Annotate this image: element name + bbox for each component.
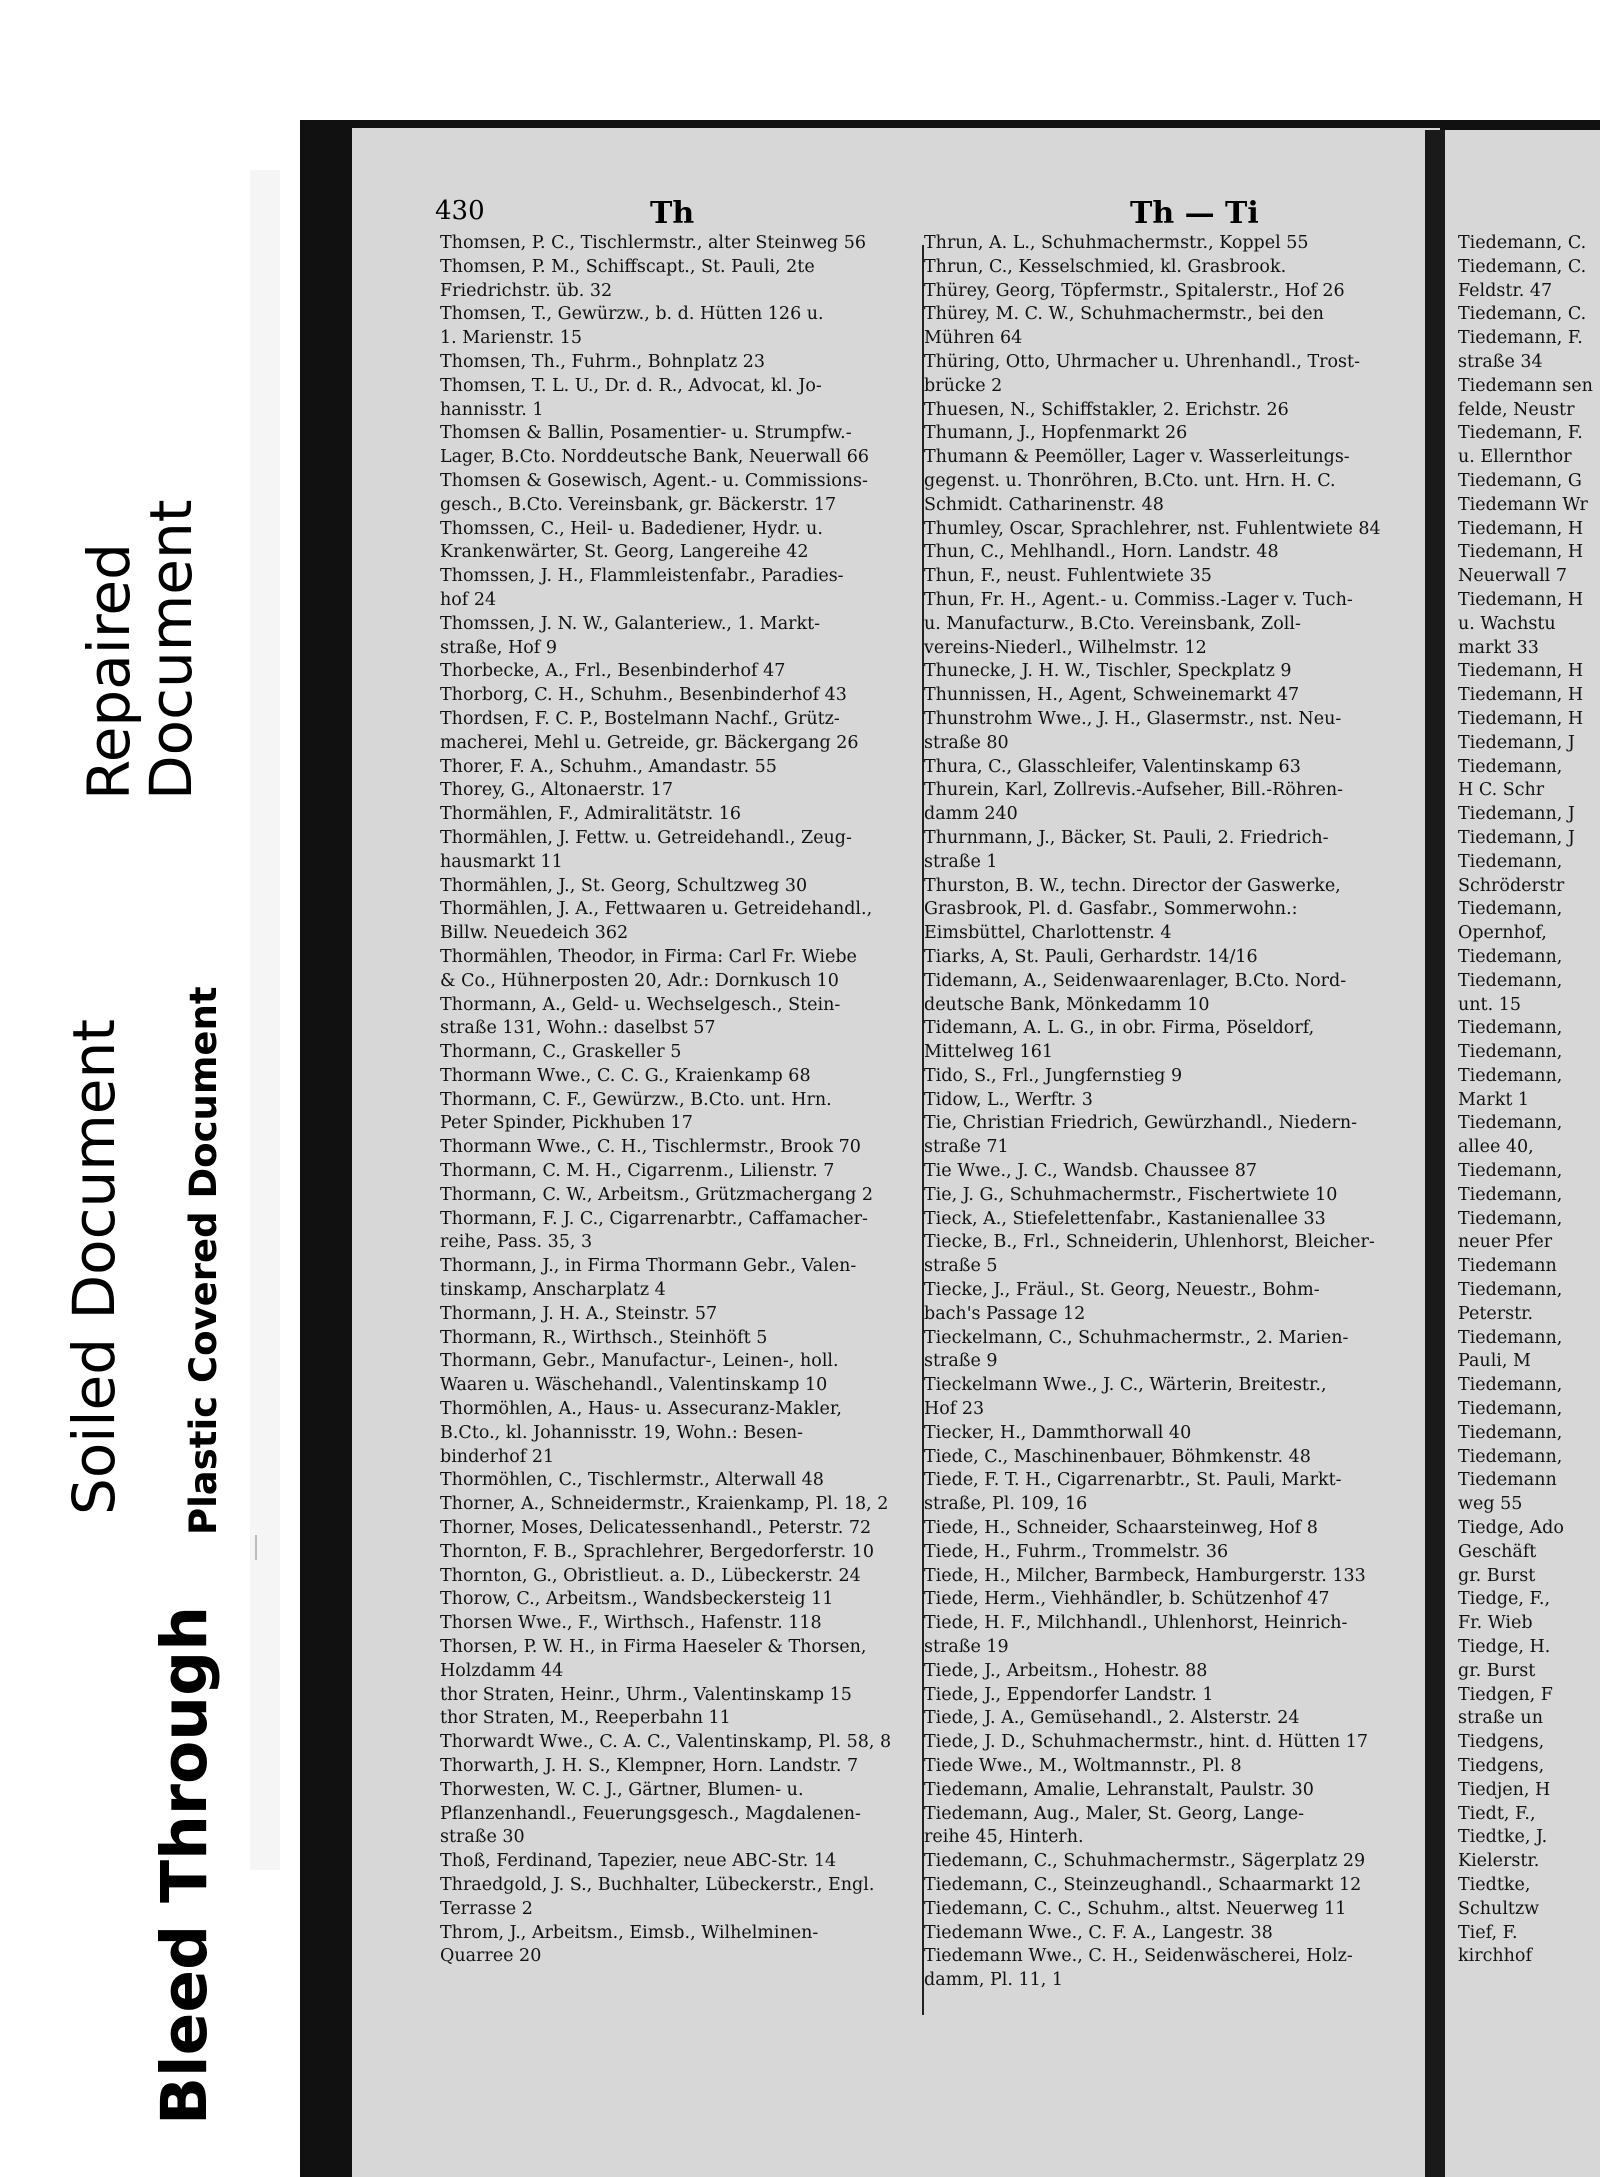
- directory-entry-line: Pauli, M: [1458, 1351, 1531, 1372]
- directory-entry-line: Thordsen, F. C. P., Bostelmann Nachf., Grütz-: [440, 708, 840, 729]
- directory-entry-line: bach's Passage 12: [924, 1303, 1086, 1324]
- directory-entry-line: Tiedemann,: [1458, 1018, 1563, 1039]
- directory-entry-line: Tiedemann Wwe., C. F. A., Langestr. 38: [924, 1922, 1273, 1943]
- directory-entry-line: Tiedemann, Aug., Maler, St. Georg, Lange-: [924, 1803, 1305, 1824]
- directory-entry-line: Tiedemann,: [1458, 1280, 1563, 1301]
- directory-entry-line: Thomsen, T. L. U., Dr. d. R., Advocat, kl. Jo-: [440, 375, 822, 396]
- directory-entry-line: Tiedemann, H: [1458, 518, 1584, 539]
- directory-entry-line: Thomsen, P. C., Tischlermstr., alter Steinweg 56: [440, 233, 866, 253]
- directory-entry-line: Tiedemann, J: [1458, 827, 1575, 848]
- directory-entry-line: Grasbrook, Pl. d. Gasfabr., Sommerwohn.:: [924, 899, 1298, 920]
- directory-entry-line: Thurston, B. W., techn. Director der Gaswerke,: [924, 875, 1341, 896]
- directory-entry-line: Thormann, A., Geld- u. Wechselgesch., Stein-: [440, 994, 841, 1015]
- directory-entry-line: Thorwesten, W. C. J., Gärtner, Blumen- u.: [440, 1779, 804, 1800]
- directory-entry-line: Tiede, H., Milcher, Barmbeck, Hamburgerstr. 133: [924, 1565, 1366, 1586]
- directory-entry-line: Tido, S., Frl., Jungfernstieg 9: [924, 1065, 1183, 1086]
- directory-entry-line: Schröderstr: [1458, 875, 1565, 896]
- directory-entry-line: Friedrichstr. üb. 32: [440, 280, 613, 301]
- directory-entry-line: binderhof 21: [440, 1446, 555, 1467]
- page-number: 430: [435, 196, 485, 226]
- directory-entry-line: Thornton, F. B., Sprachlehrer, Bergedorferstr. 10: [440, 1541, 875, 1562]
- directory-entry-line: weg 55: [1458, 1494, 1523, 1515]
- directory-entry-line: Holzdamm 44: [440, 1660, 564, 1681]
- directory-entry-line: Tiecke, J., Fräul., St. Georg, Neuestr., Bohm-: [924, 1280, 1320, 1301]
- directory-entry-line: straße, Pl. 109, 16: [924, 1494, 1088, 1515]
- directory-entry-line: Tieck, A., Stiefelettenfabr., Kastanienallee 33: [924, 1208, 1326, 1229]
- soiled-document-label: Soiled Document: [60, 1019, 128, 1515]
- directory-entry-line: Tiedemann, J: [1458, 732, 1575, 753]
- directory-entry-line: straße 9: [924, 1351, 998, 1372]
- directory-entry-line: Thormöhlen, A., Haus- u. Assecuranz-Makler,: [440, 1399, 842, 1420]
- directory-entry-line: Mühren 64: [924, 328, 1023, 349]
- directory-entry-line: Tiedemann, C.: [1458, 304, 1587, 325]
- directory-column-1: [440, 232, 918, 1969]
- directory-entry-line: gesch., B.Cto. Vereinsbank, gr. Bäckerstr. 17: [440, 494, 837, 515]
- directory-entry-line: Tie Wwe., J. C., Wandsb. Chaussee 87: [924, 1161, 1257, 1182]
- directory-entry-line: B.Cto., kl. Johannisstr. 19, Wohn.: Besen-: [440, 1422, 804, 1443]
- directory-entry-line: Tiedemann, C.: [1458, 233, 1587, 253]
- light-band: [250, 170, 280, 1870]
- directory-entry-line: Thrun, C., Kesselschmied, kl. Grasbrook.: [924, 256, 1287, 277]
- directory-entry-line: Peter Spinder, Pickhuben 17: [440, 1113, 693, 1134]
- directory-entry-line: Quarree 20: [440, 1946, 542, 1967]
- directory-entry-line: Tiede, F. T. H., Cigarrenarbtr., St. Pauli, Markt-: [924, 1470, 1342, 1491]
- directory-entry-line: Thomssen, C., Heil- u. Badediener, Hydr. u.: [440, 518, 823, 539]
- directory-entry-line: deutsche Bank, Mönkedamm 10: [924, 994, 1210, 1015]
- directory-entry-line: Thomssen, J. H., Flammleistenfabr., Paradies-: [440, 566, 844, 587]
- directory-entry-line: Thorwardt Wwe., C. A. C., Valentinskamp, Pl. 58, 8: [440, 1732, 892, 1753]
- directory-entry-line: Tief, F.: [1458, 1922, 1518, 1943]
- document-label-text: Document: [137, 499, 205, 800]
- directory-entry-line: Thormann, J. H. A., Steinstr. 57: [440, 1303, 718, 1324]
- directory-entry-line: Tiedgens,: [1458, 1756, 1545, 1776]
- directory-entry-line: Tiedemann Wr: [1458, 494, 1588, 515]
- header-right: Th — Ti: [1130, 196, 1259, 231]
- directory-entry-line: Feldstr. 47: [1458, 280, 1553, 301]
- directory-entry-line: straße 19: [924, 1637, 1009, 1658]
- directory-entry-line: Tidemann, A. L. G., in obr. Firma, Pöseldorf,: [924, 1018, 1315, 1039]
- directory-entry-line: Thorow, C., Arbeitsm., Wandsbeckersteig 11: [440, 1589, 834, 1610]
- directory-entry-line: Tiedemann,: [1458, 851, 1563, 872]
- directory-entry-line: Tiedtke, J.: [1458, 1827, 1548, 1848]
- directory-entry-line: Tiedemann, F.: [1458, 328, 1583, 349]
- directory-entry-line: Tidemann, A., Seidenwaarenlager, B.Cto. Nord-: [924, 970, 1347, 991]
- directory-entry-line: Thormählen, Theodor, in Firma: Carl Fr. Wiebe: [440, 946, 857, 967]
- directory-entry-line: Tiedemann, C., Steinzeughandl., Schaarmarkt 12: [924, 1874, 1362, 1895]
- directory-entry-line: Tiedemann,: [1458, 1113, 1563, 1134]
- directory-entry-line: u. Ellernthor: [1458, 447, 1572, 468]
- directory-entry-line: Thomssen, J. N. W., Galanteriew., 1. Markt-: [440, 613, 821, 634]
- directory-entry-line: Tiede, H., Fuhrm., Trommelstr. 36: [924, 1541, 1229, 1562]
- directory-entry-line: Thunstrohm Wwe., J. H., Glasermstr., nst. Neu-: [924, 708, 1342, 729]
- directory-entry-line: Tiedjen, H: [1458, 1779, 1551, 1800]
- directory-entry-line: Tiedemann, H: [1458, 661, 1584, 682]
- directory-entry-line: Thumley, Oscar, Sprachlehrer, nst. Fuhlentwiete 84: [924, 518, 1381, 539]
- directory-entry-line: Tiedemann,: [1458, 1161, 1563, 1182]
- directory-entry-line: Tieckelmann Wwe., J. C., Wärterin, Breitestr.,: [924, 1375, 1327, 1396]
- directory-entry-line: Thuesen, N., Schiffstakler, 2. Erichstr. 26: [924, 399, 1289, 420]
- directory-entry-line: Thraedgold, J. S., Buchhalter, Lübeckerstr., Engl.: [440, 1874, 875, 1895]
- directory-entry-line: Tiecker, H., Dammthorwall 40: [924, 1422, 1192, 1443]
- directory-entry-line: H C. Schr: [1458, 780, 1545, 801]
- directory-entry-line: Waaren u. Wäschehandl., Valentinskamp 10: [440, 1375, 828, 1396]
- directory-entry-line: Billw. Neuedeich 362: [440, 923, 629, 944]
- directory-entry-line: neuer Pfer: [1458, 1232, 1553, 1253]
- directory-entry-line: reihe, Pass. 35, 3: [440, 1232, 593, 1253]
- directory-entry-line: Thumann, J., Hopfenmarkt 26: [924, 423, 1188, 444]
- directory-entry-line: gr. Burst: [1458, 1660, 1536, 1681]
- directory-entry-line: Eimsbüttel, Charlottenstr. 4: [924, 923, 1172, 944]
- directory-entry-line: Tieckelmann, C., Schuhmachermstr., 2. Marien-: [924, 1327, 1349, 1348]
- directory-entry-line: Tiede, J., Eppendorfer Landstr. 1: [924, 1684, 1214, 1705]
- directory-entry-line: Thoß, Ferdinand, Tapezier, neue ABC-Str. 14: [440, 1851, 837, 1872]
- directory-entry-line: Thunnissen, H., Agent, Schweinemarkt 47: [924, 685, 1300, 706]
- directory-entry-line: Tiedgen, F: [1458, 1684, 1553, 1705]
- directory-entry-line: macherei, Mehl u. Getreide, gr. Bäckergang 26: [440, 732, 859, 753]
- directory-entry-line: Thormann, C. W., Arbeitsm., Grützmachergang 2: [440, 1184, 873, 1205]
- directory-entry-line: thor Straten, M., Reeperbahn 11: [440, 1708, 731, 1729]
- directory-entry-line: Tiedemann, Amalie, Lehranstalt, Paulstr. 30: [924, 1779, 1314, 1800]
- directory-entry-line: Peterstr.: [1458, 1303, 1534, 1324]
- directory-entry-line: straße un: [1458, 1708, 1543, 1729]
- directory-entry-line: hannisstr. 1: [440, 399, 544, 420]
- directory-entry-line: hof 24: [440, 589, 497, 610]
- directory-entry-line: Thormann, C. M. H., Cigarrenm., Lilienstr. 7: [440, 1161, 835, 1182]
- directory-entry-line: Tiedemann, C., Schuhmachermstr., Sägerplatz 29: [924, 1851, 1366, 1872]
- directory-entry-line: Thornton, G., Obristlieut. a. D., Lübeckerstr. 24: [440, 1565, 861, 1586]
- directory-entry-line: Thormann, J., in Firma Thormann Gebr., Valen-: [440, 1256, 857, 1277]
- book-gutter: [1425, 130, 1447, 2177]
- directory-entry-line: Thorner, Moses, Delicatessenhandl., Peterstr. 72: [440, 1518, 872, 1539]
- directory-entry-line: brücke 2: [924, 375, 1003, 396]
- directory-entry-line: straße 131, Wohn.: daselbst 57: [440, 1018, 716, 1039]
- directory-entry-line: Tiedemann Wwe., C. H., Seidenwäscherei, Holz-: [924, 1946, 1353, 1967]
- directory-entry-line: 1. Marienstr. 15: [440, 328, 583, 349]
- directory-entry-line: Thorwarth, J. H. S., Klempner, Horn. Landstr. 7: [440, 1756, 859, 1776]
- directory-entry-line: Thorner, A., Schneidermstr., Kraienkamp, Pl. 18, 2: [440, 1494, 889, 1515]
- directory-entry-line: Lager, B.Cto. Norddeutsche Bank, Neuerwall 66: [440, 447, 870, 468]
- directory-entry-line: Tiedemann, F.: [1458, 423, 1583, 444]
- directory-entry-line: Thormählen, F., Admiralitätstr. 16: [440, 804, 741, 825]
- directory-entry-line: Thomsen, P. M., Schiffscapt., St. Pauli, 2te: [440, 256, 815, 277]
- directory-entry-line: Thomsen, T., Gewürzw., b. d. Hütten 126 u.: [440, 304, 824, 325]
- directory-entry-line: felde, Neustr: [1458, 399, 1575, 420]
- directory-entry-line: Tiedemann,: [1458, 1422, 1563, 1443]
- directory-entry-line: Tiedemann, H: [1458, 589, 1584, 610]
- directory-entry-line: kirchhof: [1458, 1946, 1532, 1967]
- directory-entry-line: Tiedemann, H: [1458, 542, 1584, 563]
- directory-entry-line: unt. 15: [1458, 994, 1521, 1015]
- directory-entry-line: Krankenwärter, St. Georg, Langereihe 42: [440, 542, 809, 563]
- directory-entry-line: Tiedemann, C. C., Schuhm., altst. Neuerweg 11: [924, 1898, 1347, 1919]
- directory-entry-line: Thurnmann, J., Bäcker, St. Pauli, 2. Friedrich-: [924, 827, 1329, 848]
- directory-entry-line: Thun, C., Mehlhandl., Horn. Landstr. 48: [924, 542, 1279, 563]
- directory-entry-line: Thunecke, J. H. W., Tischler, Speckplatz 9: [924, 661, 1292, 682]
- directory-entry-line: Tiedtke,: [1458, 1874, 1531, 1895]
- directory-column-3: [1458, 232, 1600, 1969]
- directory-entry-line: markt 33: [1458, 637, 1539, 658]
- directory-entry-line: gegenst. u. Thonröhren, B.Cto. unt. Hrn. H. C.: [924, 470, 1336, 491]
- directory-entry-line: Thormann, Gebr., Manufactur-, Leinen-, holl.: [440, 1351, 839, 1372]
- directory-entry-line: reihe 45, Hinterh.: [924, 1827, 1084, 1848]
- bleed-through-label: Bleed Through: [148, 1605, 221, 2125]
- directory-entry-line: Thorsen, P. W. H., in Firma Haeseler & Thorsen,: [440, 1637, 867, 1658]
- directory-entry-line: Tiedemann,: [1458, 1446, 1563, 1467]
- directory-entry-line: Thorborg, C. H., Schuhm., Besenbinderhof 43: [440, 685, 847, 706]
- directory-entry-line: Tiedemann sen: [1458, 375, 1593, 396]
- directory-entry-line: Thormöhlen, C., Tischlermstr., Alterwall 48: [440, 1470, 824, 1491]
- directory-entry-line: Opernhof,: [1458, 923, 1547, 944]
- directory-entry-line: Tidow, L., Werftr. 3: [924, 1089, 1093, 1110]
- directory-entry-line: Fr. Wieb: [1458, 1613, 1533, 1634]
- directory-entry-line: Tiedemann, G: [1458, 470, 1582, 491]
- directory-entry-line: Tiedemann,: [1458, 1327, 1563, 1348]
- directory-entry-line: Markt 1: [1458, 1089, 1530, 1110]
- directory-entry-line: straße 80: [924, 732, 1009, 753]
- plastic-covered-label: Plastic Covered Document: [182, 986, 225, 1535]
- directory-entry-line: Tiedge, F.,: [1458, 1589, 1551, 1610]
- directory-entry-line: Tiedemann,: [1458, 1042, 1563, 1063]
- directory-entry-line: Tiede, J., Arbeitsm., Hohestr. 88: [924, 1660, 1208, 1681]
- directory-entry-line: Tiedemann, H: [1458, 685, 1584, 706]
- directory-entry-line: Thormann Wwe., C. C. G., Kraienkamp 68: [440, 1065, 811, 1086]
- directory-entry-line: Neuerwall 7: [1458, 566, 1567, 587]
- directory-entry-line: Thormann, F. J. C., Cigarrenarbtr., Caffamacher-: [440, 1208, 868, 1229]
- directory-entry-line: straße, Hof 9: [440, 637, 557, 658]
- directory-entry-line: Tiedemann, C.: [1458, 256, 1587, 277]
- directory-entry-line: Tiedt, F.,: [1458, 1803, 1536, 1824]
- directory-entry-line: Tie, J. G., Schuhmachermstr., Fischertwiete 10: [924, 1184, 1338, 1205]
- directory-entry-line: straße 34: [1458, 351, 1543, 372]
- directory-entry-line: & Co., Hühnerposten 20, Adr.: Dornkusch 10: [440, 970, 839, 991]
- directory-entry-line: Tiedemann,: [1458, 756, 1563, 777]
- directory-entry-line: Thormann, C., Graskeller 5: [440, 1042, 682, 1063]
- directory-entry-line: Tiedemann,: [1458, 899, 1563, 920]
- repaired-document-label: [75, 499, 205, 800]
- directory-entry-line: u. Wachstu: [1458, 613, 1556, 634]
- directory-entry-line: Thorbecke, A., Frl., Besenbinderhof 47: [440, 661, 786, 682]
- directory-entry-line: Tiedemann: [1458, 1256, 1557, 1277]
- directory-entry-line: Thumann & Peemöller, Lager v. Wasserleitungs-: [924, 447, 1350, 468]
- directory-entry-line: thor Straten, Heinr., Uhrm., Valentinskamp 15: [440, 1684, 852, 1705]
- directory-entry-line: Schultzw: [1458, 1898, 1540, 1919]
- directory-entry-line: damm, Pl. 11, 1: [924, 1970, 1063, 1991]
- directory-entry-line: Thurein, Karl, Zollrevis.-Aufseher, Bill.-Röhren-: [924, 780, 1344, 801]
- directory-entry-line: Tiedemann,: [1458, 1375, 1563, 1396]
- directory-entry-line: Tiede, J. A., Gemüsehandl., 2. Alsterstr. 24: [924, 1708, 1300, 1729]
- directory-entry-line: Tiede, H. F., Milchhandl., Uhlenhorst, Heinrich-: [924, 1613, 1348, 1634]
- directory-entry-line: Tiedemann,: [1458, 970, 1563, 991]
- directory-entry-line: Thura, C., Glasschleifer, Valentinskamp 63: [924, 756, 1301, 777]
- directory-entry-line: hausmarkt 11: [440, 851, 563, 872]
- directory-entry-line: Thormann, C. F., Gewürzw., B.Cto. unt. Hrn.: [440, 1089, 832, 1110]
- directory-entry-line: Tiedemann,: [1458, 1184, 1563, 1205]
- directory-entry-line: Tiede Wwe., M., Woltmannstr., Pl. 8: [924, 1756, 1242, 1776]
- directory-entry-line: Thormählen, J. Fettw. u. Getreidehandl., Zeug-: [440, 827, 852, 848]
- directory-entry-line: straße 5: [924, 1256, 998, 1277]
- directory-entry-line: Tiede, J. D., Schuhmachermstr., hint. d. Hütten 17: [924, 1732, 1369, 1753]
- label-separator: [255, 1535, 257, 1560]
- directory-entry-line: Thorsen Wwe., F., Wirthsch., Hafenstr. 118: [440, 1613, 822, 1634]
- directory-entry-line: Hof 23: [924, 1399, 985, 1420]
- header-left: Th: [650, 196, 695, 231]
- directory-entry-line: Thormann Wwe., C. H., Tischlermstr., Brook 70: [440, 1137, 861, 1158]
- directory-entry-line: Tiede, C., Maschinenbauer, Böhmkenstr. 48: [924, 1446, 1311, 1467]
- directory-entry-line: Tiedemann, H: [1458, 708, 1584, 729]
- directory-entry-line: vereins-Niederl., Wilhelmstr. 12: [924, 637, 1207, 658]
- directory-entry-line: Thürey, Georg, Töpfermstr., Spitalerstr., Hof 26: [924, 280, 1345, 301]
- directory-entry-line: Tiede, H., Schneider, Schaarsteinweg, Hof 8: [924, 1518, 1318, 1539]
- directory-entry-line: Tiedgens,: [1458, 1732, 1545, 1753]
- directory-entry-line: Kielerstr.: [1458, 1851, 1540, 1872]
- directory-entry-line: Tie, Christian Friedrich, Gewürzhandl., Niedern-: [924, 1113, 1358, 1134]
- side-label-strip: [0, 0, 290, 2177]
- directory-entry-line: Thomsen & Ballin, Posamentier- u. Strumpfw.-: [440, 423, 852, 444]
- directory-entry-line: Tiede, Herm., Viehhändler, b. Schützenhof 47: [924, 1589, 1330, 1610]
- directory-entry-line: Tiedge, H.: [1458, 1637, 1551, 1658]
- directory-entry-line: Mittelweg 161: [924, 1042, 1054, 1063]
- directory-entry-line: Throm, J., Arbeitsm., Eimsb., Wilhelminen-: [440, 1922, 819, 1943]
- directory-entry-line: Thun, F., neust. Fuhlentwiete 35: [924, 566, 1212, 587]
- directory-entry-line: straße 71: [924, 1137, 1009, 1158]
- directory-entry-line: Thun, Fr. H., Agent.- u. Commiss.-Lager v. Tuch-: [924, 589, 1353, 610]
- directory-entry-line: Thomsen, Th., Fuhrm., Bohnplatz 23: [440, 351, 766, 372]
- directory-entry-line: Tiedemann,: [1458, 1208, 1563, 1229]
- directory-entry-line: Geschäft: [1458, 1541, 1537, 1562]
- directory-entry-line: Thürey, M. C. W., Schuhmachermstr., bei den: [924, 304, 1324, 325]
- directory-entry-line: Tiedemann,: [1458, 1399, 1563, 1420]
- directory-column-2: [924, 232, 1402, 1993]
- directory-entry-line: Tiedemann,: [1458, 946, 1563, 967]
- directory-entry-line: Tiedemann,: [1458, 1065, 1563, 1086]
- directory-entry-line: Thormann, R., Wirthsch., Steinhöft 5: [440, 1327, 768, 1348]
- directory-entry-line: gr. Burst: [1458, 1565, 1536, 1586]
- directory-entry-line: Pflanzenhandl., Feuerungsgesch., Magdalenen-: [440, 1803, 861, 1824]
- directory-entry-line: Tiedemann: [1458, 1470, 1557, 1491]
- directory-entry-line: Thorey, G., Altonaerstr. 17: [440, 780, 674, 801]
- directory-entry-line: Terrasse 2: [440, 1898, 533, 1919]
- directory-entry-line: Thorer, F. A., Schuhm., Amandastr. 55: [440, 756, 777, 777]
- directory-entry-line: Schmidt. Catharinenstr. 48: [924, 494, 1164, 515]
- repaired-label-text: Repaired: [75, 543, 143, 800]
- directory-entry-line: Thrun, A. L., Schuhmachermstr., Koppel 55: [924, 233, 1309, 253]
- directory-entry-line: Tiecke, B., Frl., Schneiderin, Uhlenhorst, Bleicher-: [924, 1232, 1375, 1253]
- directory-entry-line: Thormählen, J., St. Georg, Schultzweg 30: [440, 875, 808, 896]
- directory-entry-line: Tiedge, Ado: [1458, 1518, 1564, 1539]
- directory-entry-line: tinskamp, Anscharplatz 4: [440, 1280, 666, 1301]
- directory-entry-line: Thüring, Otto, Uhrmacher u. Uhrenhandl., Trost-: [924, 351, 1360, 372]
- directory-entry-line: Tiarks, A, St. Pauli, Gerhardstr. 14/16: [924, 946, 1258, 967]
- directory-entry-line: straße 1: [924, 851, 998, 872]
- directory-entry-line: u. Manufacturw., B.Cto. Vereinsbank, Zoll-: [924, 613, 1301, 634]
- directory-entry-line: Thomsen & Gosewisch, Agent.- u. Commissions-: [440, 470, 868, 491]
- directory-entry-line: allee 40,: [1458, 1137, 1534, 1158]
- directory-entry-line: Tiedemann, J: [1458, 804, 1575, 825]
- directory-entry-line: damm 240: [924, 804, 1018, 825]
- directory-entry-line: straße 30: [440, 1827, 525, 1848]
- directory-entry-line: Thormählen, J. A., Fettwaaren u. Getreidehandl.,: [440, 899, 873, 920]
